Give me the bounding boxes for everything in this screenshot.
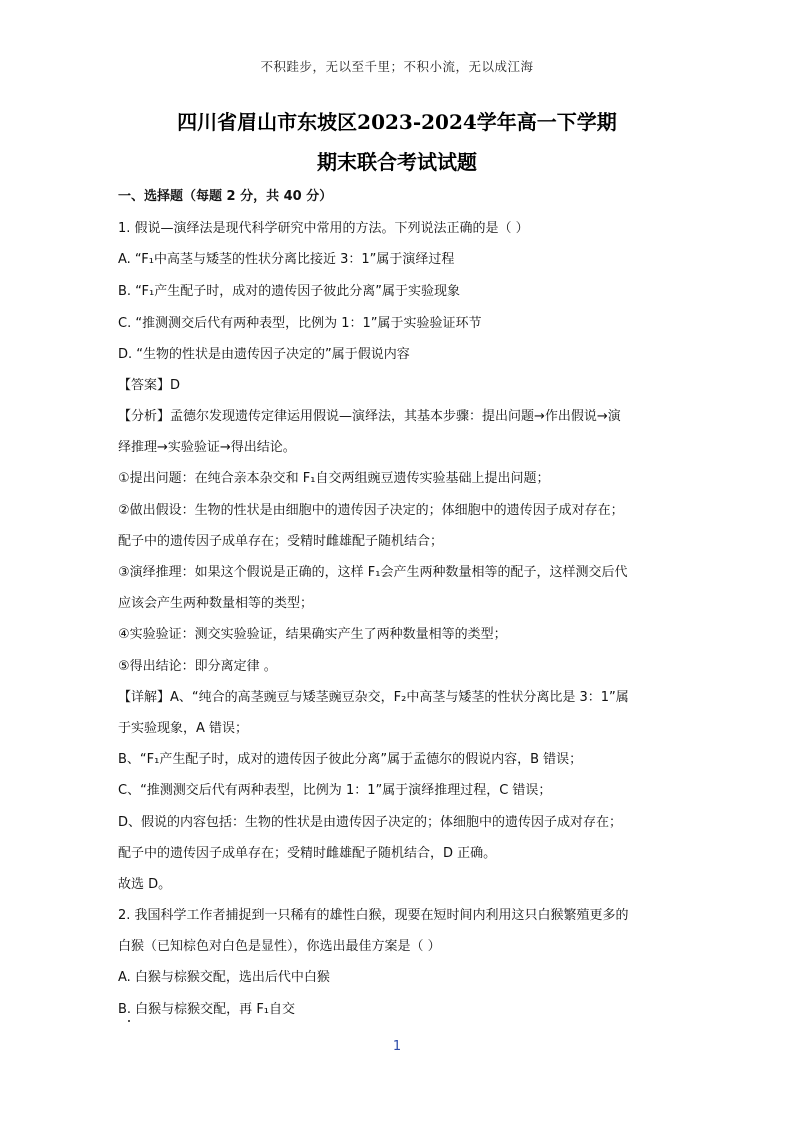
analysis-line: 绎推理→实验验证→得出结论。 — [118, 440, 296, 455]
page-title-line-2: 期末联合考试试题 — [317, 150, 477, 174]
header-motto: 不积跬步，无以至千里；不积小流，无以成江海 — [260, 59, 534, 74]
analysis-step-4: ④实验验证：测交实验验证，结果确实产生了两种数量相等的类型； — [118, 627, 507, 642]
question-2-option-a: A. 白猴与棕猴交配，选出后代中白猴 — [118, 970, 330, 985]
analysis-step-3: ③演绎推理：如果这个假说是正确的，这样 F₁会产生两种数量相等的配子，这样测交后代 — [118, 565, 628, 580]
analysis-step-2: ②做出假设：生物的性状是由细胞中的遗传因子决定的；体细胞中的遗传因子成对存在； — [118, 503, 624, 518]
explanation-d: D、假说的内容包括：生物的性状是由遗传因子决定的；体细胞中的遗传因子成对存在； — [118, 815, 623, 830]
analysis-step-2-cont: 配子中的遗传因子成单存在；受精时雌雄配子随机结合； — [118, 534, 444, 549]
explanation-c: C、“推测测交后代有两种表型，比例为 1：1”属于演绎推理过程，C 错误； — [118, 783, 552, 798]
explanation-d-cont: 配子中的遗传因子成单存在；受精时雌雄配子随机结合，D 正确。 — [118, 846, 497, 861]
page-title-line-1: 四川省眉山市东坡区2023-2024学年高一下学期 — [177, 110, 617, 134]
analysis-line: 【分析】孟德尔发现遗传定律运用假说—演绎法，其基本步骤：提出问题→作出假说→演 — [118, 409, 621, 424]
question-1-stem: 1. 假说—演绎法是现代科学研究中常用的方法。下列说法正确的是（ ） — [118, 221, 529, 236]
question-1-option-b: B. “F₁产生配子时，成对的遗传因子彼此分离”属于实验现象 — [118, 284, 460, 299]
stray-mark — [128, 1020, 130, 1022]
question-2-option-b: B. 白猴与棕猴交配，再 F₁自交 — [118, 1002, 296, 1017]
question-2-stem: 2. 我国科学工作者捕捉到一只稀有的雄性白猴，现要在短时间内利用这只白猴繁殖更多的 — [118, 908, 629, 923]
page-number: 1 — [392, 1039, 402, 1054]
question-2-stem-cont: 白猴（已知棕色对白色是显性），你选出最佳方案是（ ） — [118, 939, 441, 954]
question-1-option-a: A. “F₁中高茎与矮茎的性状分离比接近 3：1”属于演绎过程 — [118, 252, 455, 267]
analysis-step-5: ⑤得出结论：即分离定律 。 — [118, 659, 277, 674]
question-1-option-d: D. “生物的性状是由遗传因子决定的”属于假说内容 — [118, 347, 410, 362]
analysis-step-3-cont: 应该会产生两种数量相等的类型； — [118, 596, 314, 611]
explanation-a: 【详解】A、“纯合的高茎豌豆与矮茎豌豆杂交，F₂中高茎与矮茎的性状分离比是 3：1”属 — [118, 690, 629, 705]
section-heading: 一、选择题（每题 2 分，共 40 分） — [118, 189, 333, 204]
explanation-b: B、“F₁产生配子时，成对的遗传因子彼此分离”属于孟德尔的假说内容，B 错误； — [118, 752, 583, 767]
explanation-a-cont: 于实验现象，A 错误； — [118, 721, 249, 736]
question-1-answer: 【答案】D — [118, 378, 181, 393]
question-1-option-c: C. “推测测交后代有两种表型，比例为 1：1”属于实验验证环节 — [118, 316, 482, 331]
question-1-conclusion: 故选 D。 — [118, 877, 172, 892]
analysis-step-1: ①提出问题：在纯合亲本杂交和 F₁自交两组豌豆遗传实验基础上提出问题； — [118, 471, 550, 486]
